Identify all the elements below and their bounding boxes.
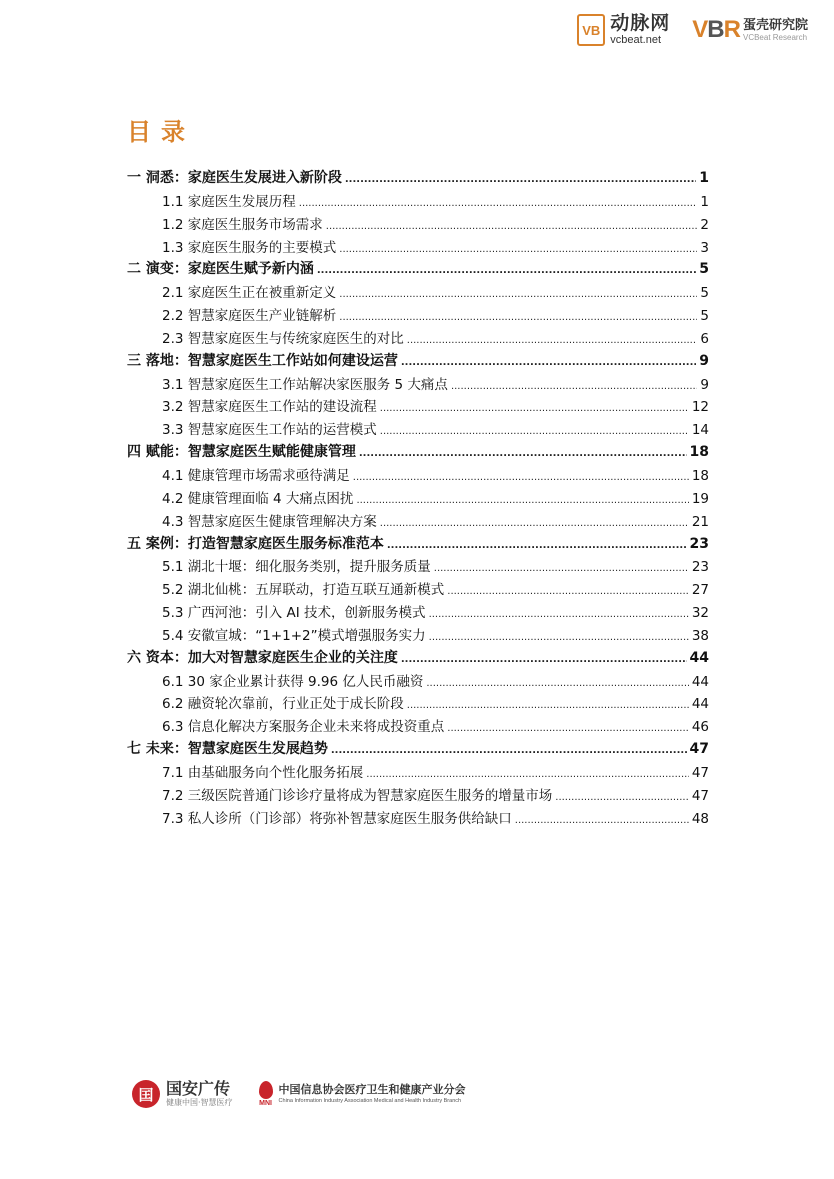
toc-dot-leader bbox=[326, 217, 698, 233]
toc-section-entry[interactable] bbox=[127, 670, 709, 693]
toc-entry-title: 7.1 由基础服务向个性化服务拓展 bbox=[162, 764, 364, 781]
toc-entry-title: 2.2 智慧家庭医生产业链解析 bbox=[162, 308, 337, 325]
toc-chapter-entry[interactable] bbox=[127, 441, 709, 464]
page-title: 目录 bbox=[127, 117, 195, 146]
toc-entry-title: 5.4 安徽宣城：“1+1+2”模式增强服务实力 bbox=[162, 627, 426, 644]
vcbeat-logo-icon: VB bbox=[577, 14, 605, 46]
toc-entry-title: 1.1 家庭医生发展历程 bbox=[162, 193, 296, 210]
vcbeat-logo bbox=[577, 14, 670, 46]
toc-dot-leader bbox=[380, 422, 689, 438]
toc-page-number: 19 bbox=[691, 490, 709, 507]
toc-page-number: 5 bbox=[700, 308, 709, 325]
toc-page-number: 21 bbox=[691, 513, 709, 530]
header-logos bbox=[577, 14, 808, 46]
toc-entry-title: 四 赋能：智慧家庭医生赋能健康管理 bbox=[127, 444, 356, 461]
footer-logos bbox=[132, 1080, 466, 1108]
toc-dot-leader bbox=[447, 719, 689, 735]
toc-section-entry[interactable] bbox=[127, 236, 709, 259]
toc-entry-title: 5.1 湖北十堰：细化服务类别，提升服务质量 bbox=[162, 559, 431, 576]
toc-section-entry[interactable] bbox=[127, 601, 709, 624]
toc-chapter-entry[interactable] bbox=[127, 647, 709, 670]
vbr-subtitle: VCBeat Research bbox=[742, 32, 808, 42]
toc-section-entry[interactable] bbox=[127, 464, 709, 487]
toc-page-number: 46 bbox=[691, 719, 709, 736]
toc-dot-leader bbox=[339, 285, 697, 301]
guoan-slogan: 健康中国·智慧医疗 bbox=[166, 1097, 233, 1107]
toc-page-number: 5 bbox=[700, 285, 709, 302]
toc-dot-leader bbox=[429, 628, 689, 644]
toc-dot-leader bbox=[555, 788, 689, 804]
toc-dot-leader bbox=[447, 582, 689, 598]
toc-page-number: 23 bbox=[689, 535, 709, 552]
toc-entry-title: 3.3 智慧家庭医生工作站的运营模式 bbox=[162, 422, 377, 439]
vbr-logo bbox=[692, 16, 808, 44]
toc-dot-leader bbox=[434, 559, 689, 575]
toc-section-entry[interactable] bbox=[127, 304, 709, 327]
toc-page-number: 48 bbox=[691, 810, 709, 827]
toc-entry-title: 3.1 智慧家庭医生工作站解决家医服务 5 大痛点 bbox=[162, 376, 448, 393]
toc-dot-leader bbox=[426, 674, 688, 690]
toc-entry-title: 6.3 信息化解决方案服务企业未来将成投资重点 bbox=[162, 719, 445, 736]
toc-dot-leader bbox=[356, 491, 688, 507]
toc-chapter-entry[interactable] bbox=[127, 350, 709, 373]
toc-entry-title: 6.2 融资轮次靠前，行业正处于成长阶段 bbox=[162, 696, 404, 713]
toc-entry-title: 1.3 家庭医生服务的主要模式 bbox=[162, 239, 337, 256]
toc-page-number: 1 bbox=[699, 170, 709, 186]
toc-page-number: 9 bbox=[700, 376, 709, 393]
toc-page-number: 5 bbox=[699, 261, 709, 278]
toc-page-number: 18 bbox=[689, 444, 709, 461]
toc-page-number: 9 bbox=[699, 352, 709, 369]
toc-dot-leader bbox=[515, 811, 689, 827]
toc-entry-title: 2.3 智慧家庭医生与传统家庭医生的对比 bbox=[162, 330, 404, 347]
toc-section-entry[interactable] bbox=[127, 373, 709, 396]
toc-dot-leader bbox=[345, 170, 696, 186]
toc-dot-leader bbox=[387, 536, 687, 552]
toc-section-entry[interactable] bbox=[127, 327, 709, 350]
toc-page-number: 14 bbox=[691, 422, 709, 439]
toc-entry-title: 4.2 健康管理面临 4 大痛点困扰 bbox=[162, 490, 354, 507]
mni-logo bbox=[259, 1081, 466, 1107]
toc-dot-leader bbox=[317, 261, 696, 277]
toc-dot-leader bbox=[407, 331, 698, 347]
toc-entry-title: 一 洞悉：家庭医生发展进入新阶段 bbox=[127, 170, 342, 186]
toc-entry-title: 六 资本：加大对智慧家庭医生企业的关注度 bbox=[127, 649, 398, 666]
toc-entry-title: 2.1 家庭医生正在被重新定义 bbox=[162, 285, 337, 302]
toc-dot-leader bbox=[380, 399, 689, 415]
toc-page-number: 12 bbox=[691, 399, 709, 416]
toc-entry-title: 6.1 30 家企业累计获得 9.96 亿人民币融资 bbox=[162, 673, 424, 690]
toc-dot-leader bbox=[401, 650, 687, 666]
toc-entry-title: 4.1 健康管理市场需求亟待满足 bbox=[162, 467, 350, 484]
toc-section-entry[interactable] bbox=[127, 784, 709, 807]
toc-section-entry[interactable] bbox=[127, 692, 709, 715]
toc-dot-leader bbox=[407, 696, 689, 712]
toc-page-number: 32 bbox=[691, 605, 709, 622]
vcbeat-url: vcbeat.net bbox=[610, 34, 662, 46]
toc-entry-title: 5.3 广西河池：引入 AI 技术，创新服务模式 bbox=[162, 605, 426, 622]
toc-entry-title: 4.3 智慧家庭医生健康管理解决方案 bbox=[162, 513, 377, 530]
toc-section-entry[interactable] bbox=[127, 761, 709, 784]
toc-section-entry[interactable] bbox=[127, 213, 709, 236]
toc-section-entry[interactable] bbox=[127, 487, 709, 510]
toc-chapter-entry[interactable] bbox=[127, 533, 709, 556]
toc-dot-leader bbox=[353, 468, 689, 484]
toc-dot-leader bbox=[359, 444, 687, 460]
vbr-logo-icon: VBR bbox=[692, 16, 740, 43]
toc-entry-title: 五 案例：打造智慧家庭医生服务标准范本 bbox=[127, 535, 384, 552]
toc-page-number: 2 bbox=[700, 216, 709, 233]
vbr-name: 蛋壳研究院 bbox=[742, 17, 808, 33]
toc-dot-leader bbox=[451, 377, 697, 393]
toc-dot-leader bbox=[366, 765, 689, 781]
mni-logo-icon: MNI bbox=[259, 1081, 273, 1107]
guoan-logo bbox=[132, 1080, 233, 1108]
toc-dot-leader bbox=[380, 514, 689, 530]
toc-entry-title: 1.2 家庭医生服务市场需求 bbox=[162, 216, 323, 233]
toc-entry-title: 7.2 三级医院普通门诊诊疗量将成为智慧家庭医生服务的增量市场 bbox=[162, 787, 553, 804]
toc-page-number: 47 bbox=[691, 764, 709, 781]
toc-page-number: 38 bbox=[691, 627, 709, 644]
toc-section-entry[interactable] bbox=[127, 715, 709, 738]
toc-entry-title: 七 未来：智慧家庭医生发展趋势 bbox=[127, 741, 328, 758]
toc-page-number: 47 bbox=[689, 741, 709, 758]
toc-chapter-entry[interactable] bbox=[127, 258, 709, 281]
toc-dot-leader bbox=[429, 605, 689, 621]
vcbeat-name: 动脉网 bbox=[610, 12, 671, 34]
toc-page-number: 44 bbox=[691, 673, 709, 690]
toc-section-entry[interactable] bbox=[127, 281, 709, 304]
toc-page-number: 44 bbox=[689, 649, 709, 666]
toc-section-entry[interactable] bbox=[127, 555, 709, 578]
flame-icon bbox=[259, 1081, 273, 1099]
toc-page-number: 23 bbox=[691, 559, 709, 576]
table-of-contents bbox=[127, 167, 709, 829]
toc-section-entry[interactable] bbox=[127, 807, 709, 830]
toc-page-number: 47 bbox=[691, 787, 709, 804]
guoan-logo-icon: 囯 bbox=[132, 1080, 160, 1108]
toc-page-number: 6 bbox=[700, 330, 709, 347]
toc-dot-leader bbox=[339, 308, 697, 324]
toc-entry-title: 5.2 湖北仙桃：五屏联动，打造互联互通新模式 bbox=[162, 582, 445, 599]
toc-page-number: 44 bbox=[691, 696, 709, 713]
toc-entry-title: 7.3 私人诊所（门诊部）将弥补智慧家庭医生服务供给缺口 bbox=[162, 810, 512, 827]
toc-entry-title: 二 演变：家庭医生赋予新内涵 bbox=[127, 261, 314, 278]
mni-name: 中国信息协会医疗卫生和健康产业分会 bbox=[278, 1082, 466, 1096]
toc-section-entry[interactable] bbox=[127, 418, 709, 441]
toc-section-entry[interactable] bbox=[127, 395, 709, 418]
toc-section-entry[interactable] bbox=[127, 510, 709, 533]
toc-dot-leader bbox=[401, 353, 696, 369]
toc-entry-title: 3.2 智慧家庭医生工作站的建设流程 bbox=[162, 399, 377, 416]
toc-page-number: 18 bbox=[691, 467, 709, 484]
mni-english-name: China Information Industry Association Medical and Health Industry Branch bbox=[278, 1098, 462, 1105]
toc-chapter-entry[interactable] bbox=[127, 738, 709, 761]
toc-chapter-entry[interactable] bbox=[127, 167, 709, 190]
toc-section-entry[interactable] bbox=[127, 624, 709, 647]
toc-dot-leader bbox=[299, 194, 698, 210]
toc-page-number: 1 bbox=[700, 193, 709, 210]
toc-page-number: 3 bbox=[700, 239, 709, 256]
toc-dot-leader bbox=[331, 741, 687, 757]
toc-page-number: 27 bbox=[691, 582, 709, 599]
toc-entry-title: 三 落地：智慧家庭医生工作站如何建设运营 bbox=[127, 352, 398, 369]
toc-dot-leader bbox=[339, 240, 697, 256]
toc-section-entry[interactable] bbox=[127, 578, 709, 601]
guoan-name: 国安广传 bbox=[166, 1079, 231, 1099]
toc-section-entry[interactable] bbox=[127, 190, 709, 213]
